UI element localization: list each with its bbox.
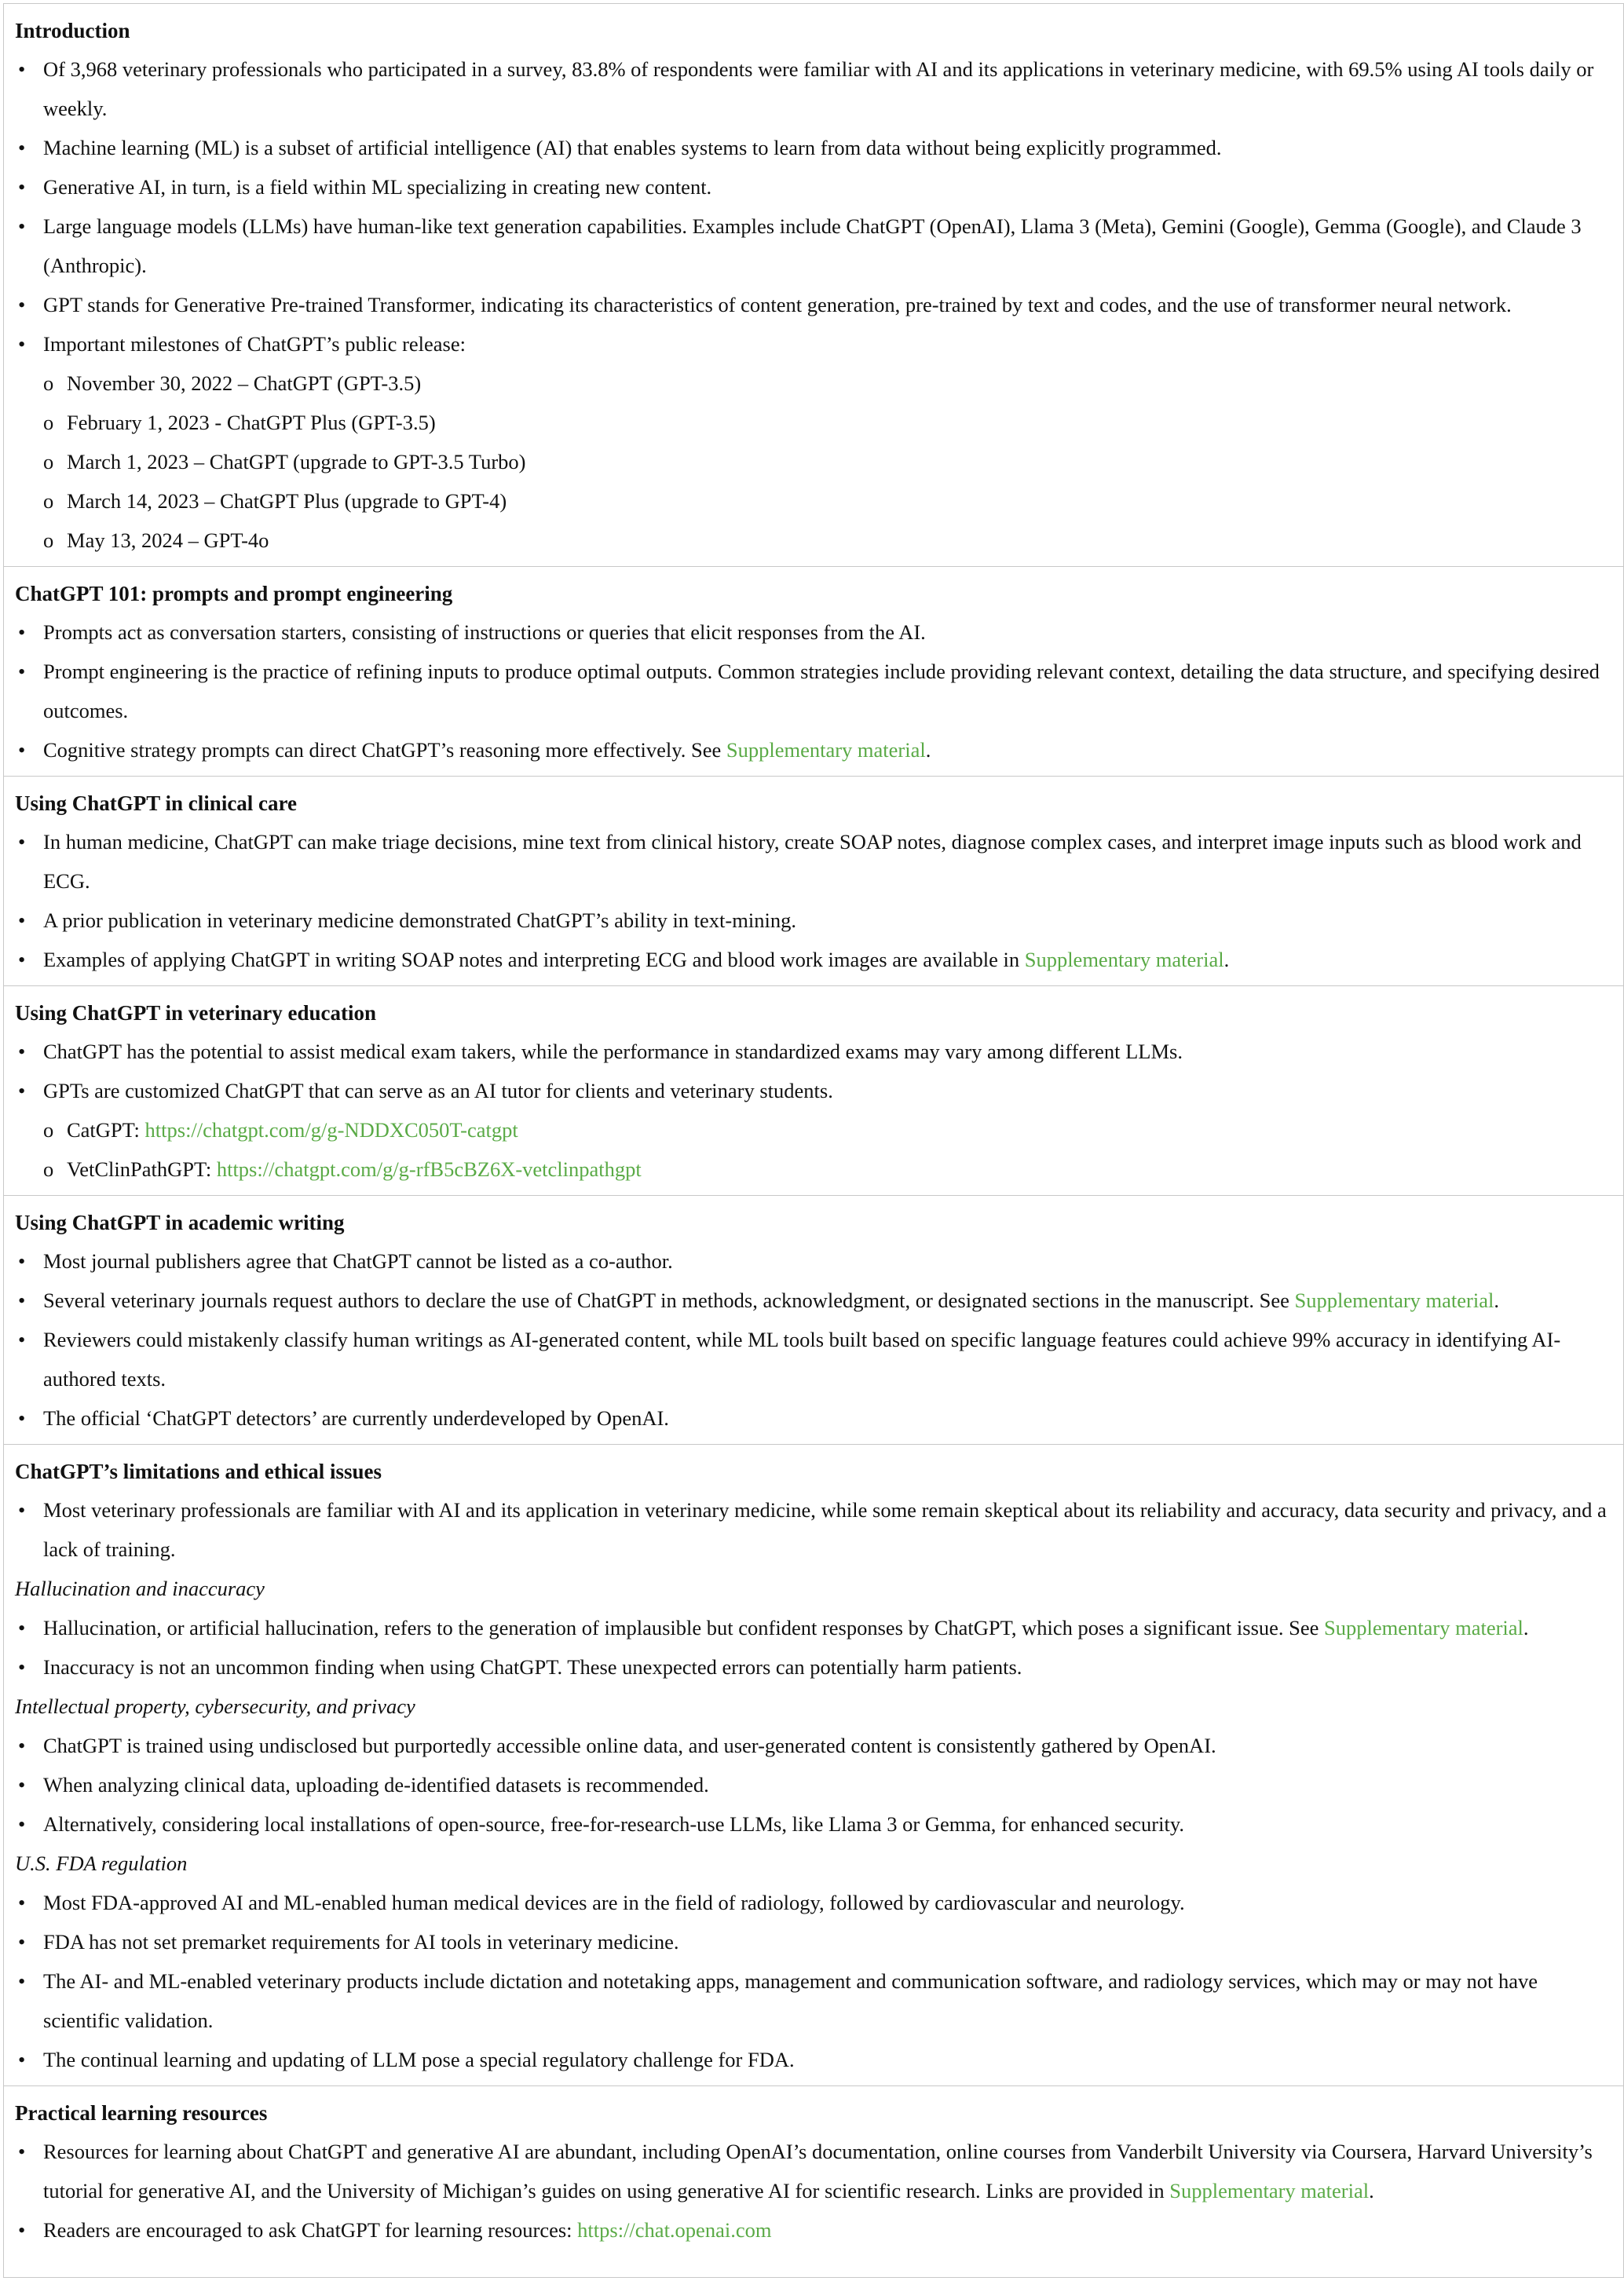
bullet-item (15, 167, 1611, 207)
subsection-heading (15, 1844, 1611, 1883)
hyperlink[interactable]: Supplementary material (1169, 2179, 1370, 2202)
section (4, 776, 1623, 985)
text-run: November 30, 2022 – ChatGPT (GPT-3.5) (67, 371, 422, 395)
text-run: Cognitive strategy prompts can direct ChatGPT’s reasoning more effectively. See (43, 738, 726, 762)
text-run: GPT stands for Generative Pre-trained Transformer, indicating its characteristics of content generation, pre-trained by text and codes, and the use of transformer neural network. (43, 293, 1512, 316)
section-items (15, 2132, 1611, 2250)
section-items (15, 49, 1611, 560)
text-run: A prior publication in veterinary medicine demonstrated ChatGPT’s ability in text-mining. (43, 908, 796, 932)
bullet-item (15, 128, 1611, 167)
bullet-item (15, 2040, 1611, 2079)
bullet-item (15, 1281, 1611, 1320)
text-run: Reviewers could mistakenly classify human writings as AI-generated content, while ML tools built based on specific language features could achieve 99% accuracy in identifying AI-authored texts. (43, 1328, 1561, 1391)
bullet-item (15, 612, 1611, 652)
hyperlink[interactable]: Supplementary material (1294, 1289, 1494, 1312)
sub-item (15, 521, 1611, 560)
summary-table (3, 3, 1624, 2278)
section-title: ChatGPT’s limitations and ethical issues (15, 1460, 382, 1483)
text-run: The AI- and ML-enabled veterinary products include dictation and notetaking apps, management and communication software, and radiology services, which may or may not have scientific validation. (43, 1969, 1538, 2032)
text-run: The continual learning and updating of LLM pose a special regulatory challenge for FDA. (43, 2048, 795, 2071)
text-run: March 1, 2023 – ChatGPT (upgrade to GPT-3.5 Turbo) (67, 450, 526, 473)
bullet-item (15, 285, 1611, 324)
section-title: Using ChatGPT in veterinary education (15, 1001, 377, 1025)
section-title: Using ChatGPT in academic writing (15, 1211, 345, 1234)
text-run: The official ‘ChatGPT detectors’ are currently underdeveloped by OpenAI. (43, 1406, 669, 1430)
bullet-item (15, 1032, 1611, 1071)
bullet-item (15, 2210, 1611, 2250)
section (4, 1195, 1623, 1444)
text-run: Prompts act as conversation starters, consisting of instructions or queries that elicit responses from the AI. (43, 620, 926, 644)
text-run: Most FDA-approved AI and ML-enabled human medical devices are in the field of radiology, followed by cardiovascular and neurology. (43, 1891, 1185, 1914)
bullet-item (15, 1241, 1611, 1281)
sub-item (15, 481, 1611, 521)
section-title: Introduction (15, 19, 130, 42)
sub-item (15, 1150, 1611, 1189)
text-run: Inaccuracy is not an uncommon finding when using ChatGPT. These unexpected errors can potentially harm patients. (43, 1655, 1022, 1679)
section (4, 1444, 1623, 2085)
bullet-item (15, 1320, 1611, 1398)
hyperlink[interactable]: Supplementary material (1024, 948, 1224, 971)
section-items (15, 822, 1611, 979)
section-title: ChatGPT 101: prompts and prompt engineering (15, 582, 453, 605)
hyperlink[interactable]: Supplementary material (726, 738, 926, 762)
text-run: U.S. FDA regulation (15, 1851, 188, 1875)
text-run: Intellectual property, cybersecurity, and privacy (15, 1694, 415, 1718)
sub-item (15, 442, 1611, 481)
bullet-item (15, 1804, 1611, 1844)
hyperlink[interactable]: https://chatgpt.com/g/g-rfB5cBZ6X-vetclinpathgpt (216, 1157, 642, 1181)
bullet-item (15, 1071, 1611, 1110)
text-run: February 1, 2023 - ChatGPT Plus (GPT-3.5) (67, 411, 436, 434)
bullet-item (15, 2132, 1611, 2210)
text-run: Examples of applying ChatGPT in writing SOAP notes and interpreting ECG and blood work images are available in (43, 948, 1025, 971)
sub-item (15, 403, 1611, 442)
text-run: Generative AI, in turn, is a field within ML specializing in creating new content. (43, 175, 712, 199)
text-run: Prompt engineering is the practice of refining inputs to produce optimal outputs. Common strategies include providing relevant context, detailing the data structure, and specifying desired outcomes. (43, 660, 1600, 722)
text-run: Large language models (LLMs) have human-like text generation capabilities. Examples include ChatGPT (OpenAI), Llama 3 (Meta), Gemini (Google), Gemma (Google), and Claude 3 (Anthropic). (43, 214, 1582, 277)
bullet-item (15, 1608, 1611, 1647)
text-run: When analyzing clinical data, uploading de-identified datasets is recommended. (43, 1773, 709, 1797)
text-run: Most journal publishers agree that ChatGPT cannot be listed as a co-author. (43, 1249, 673, 1273)
text-run: Several veterinary journals request authors to declare the use of ChatGPT in methods, acknowledgment, or designated sections in the manuscript. See (43, 1289, 1295, 1312)
text-run: Most veterinary professionals are familiar with AI and its application in veterinary medicine, while some remain skeptical about its reliability and accuracy, data security and privacy, and a lack of training. (43, 1498, 1607, 1561)
text-run: Of 3,968 veterinary professionals who participated in a survey, 83.8% of respondents were familiar with AI and its applications in veterinary medicine, with 69.5% using AI tools daily or weekly. (43, 57, 1594, 120)
section (4, 566, 1623, 776)
bullet-item (15, 652, 1611, 730)
text-run: . (925, 738, 931, 762)
bullet-item (15, 940, 1611, 979)
bullet-item (15, 207, 1611, 285)
text-run: May 13, 2024 – GPT-4o (67, 528, 269, 552)
section-items (15, 1032, 1611, 1189)
bullet-item (15, 730, 1611, 769)
bullet-item (15, 49, 1611, 128)
text-run: . (1223, 948, 1230, 971)
section (4, 985, 1623, 1195)
sub-item (15, 364, 1611, 403)
bullet-item (15, 1961, 1611, 2040)
text-run: Hallucination and inaccuracy (15, 1577, 265, 1600)
bullet-item (15, 822, 1611, 901)
bullet-item (15, 1922, 1611, 1961)
hyperlink[interactable]: https://chat.openai.com (577, 2218, 772, 2242)
bullet-item (15, 324, 1611, 364)
bullet-item (15, 1490, 1611, 1569)
section-items (15, 1490, 1611, 2079)
sub-item (15, 1110, 1611, 1150)
text-run: . (1369, 2179, 1374, 2202)
subsection-heading (15, 1569, 1611, 1608)
section-items (15, 1241, 1611, 1438)
section (4, 2085, 1623, 2256)
bullet-item (15, 1765, 1611, 1804)
subsection-heading (15, 1687, 1611, 1726)
text-run: ChatGPT is trained using undisclosed but purportedly accessible online data, and user-generated content is consistently gathered by OpenAI. (43, 1734, 1216, 1757)
text-run: Alternatively, considering local installations of open-source, free-for-research-use LLMs, like Llama 3 or Gemma, for enhanced security. (43, 1812, 1184, 1836)
text-run: Machine learning (ML) is a subset of artificial intelligence (AI) that enables systems to learn from data without being explicitly programmed. (43, 136, 1222, 159)
section-items (15, 612, 1611, 769)
text-run: Hallucination, or artificial hallucination, refers to the generation of implausible but confident responses by ChatGPT, which poses a significant issue. See (43, 1616, 1325, 1639)
text-run: March 14, 2023 – ChatGPT Plus (upgrade to GPT-4) (67, 489, 507, 513)
bullet-item (15, 1398, 1611, 1438)
text-run: . (1494, 1289, 1499, 1312)
section (4, 4, 1623, 566)
text-run: VetClinPathGPT: (67, 1157, 217, 1181)
text-run: Resources for learning about ChatGPT and generative AI are abundant, including OpenAI’s documentation, online courses from Vanderbilt University via Coursera, Harvard University’s tutorial for generative AI, and the University of Michigan’s guides on using generative AI for scientific research. Links are provided in (43, 2140, 1593, 2202)
text-run: . (1523, 1616, 1529, 1639)
text-run: GPTs are customized ChatGPT that can serve as an AI tutor for clients and veterinary students. (43, 1079, 833, 1102)
bullet-item (15, 1647, 1611, 1687)
text-run: Readers are encouraged to ask ChatGPT for learning resources: (43, 2218, 578, 2242)
hyperlink[interactable]: https://chatgpt.com/g/g-NDDXC050T-catgpt (144, 1118, 518, 1142)
section-title: Using ChatGPT in clinical care (15, 791, 298, 815)
text-run: Important milestones of ChatGPT’s public release: (43, 332, 466, 356)
bullet-item (15, 901, 1611, 940)
bullet-item (15, 1883, 1611, 1922)
text-run: FDA has not set premarket requirements for AI tools in veterinary medicine. (43, 1930, 679, 1954)
section-title: Practical learning resources (15, 2101, 268, 2125)
text-run: In human medicine, ChatGPT can make triage decisions, mine text from clinical history, create SOAP notes, diagnose complex cases, and interpret image inputs such as blood work and ECG. (43, 830, 1582, 893)
bullet-item (15, 1726, 1611, 1765)
hyperlink[interactable]: Supplementary material (1324, 1616, 1523, 1639)
text-run: ChatGPT has the potential to assist medical exam takers, while the performance in standardized exams may vary among different LLMs. (43, 1040, 1183, 1063)
text-run: CatGPT: (67, 1118, 145, 1142)
